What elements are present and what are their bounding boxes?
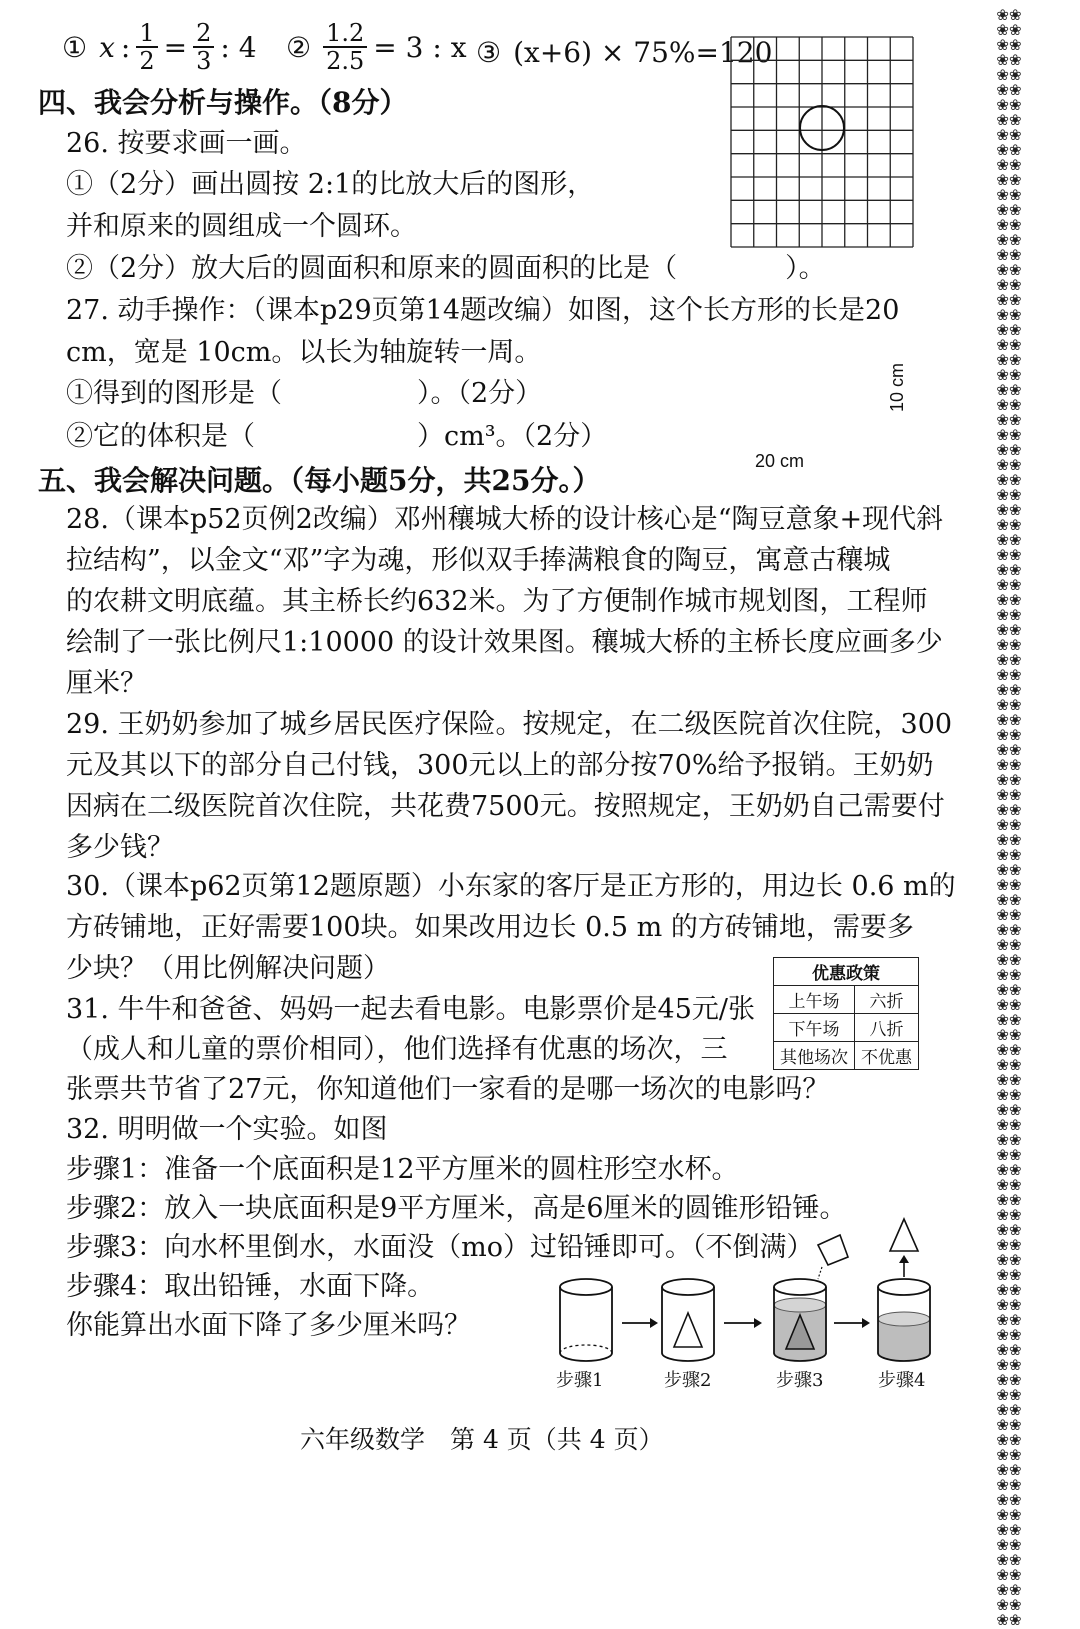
- page-footer: 六年级数学 第 4 页（共 4 页）: [300, 1425, 664, 1454]
- step-caption: 步骤4: [878, 1370, 926, 1391]
- equation-3: [476, 36, 772, 69]
- q28-line: 的农耕文明底蕴。其主桥长约632米。为了方便制作城市规划图，工程师: [66, 586, 928, 617]
- table-row: [774, 1014, 919, 1042]
- q30-line: 少块？（用比例解决问题）: [66, 953, 390, 984]
- arrow-icon: [724, 1318, 762, 1328]
- q27-line-1: 27. 动手操作：（课本p29页第14题改编）如图，这个长方形的长是20: [66, 295, 900, 326]
- policy-title: 优惠政策: [774, 958, 919, 986]
- equation-1-colon: :: [120, 30, 131, 64]
- discount-policy-table: [773, 957, 919, 1070]
- q26-line-2: 并和原来的圆组成一个圆环。: [66, 211, 417, 242]
- q32-line: 你能算出水面下降了多少厘米吗？: [66, 1310, 471, 1341]
- section-4-heading: 四、我会分析与操作。（8分）: [38, 86, 408, 119]
- cone-icon: [890, 1219, 918, 1251]
- equation-2-fraction: [323, 20, 367, 74]
- cone-icon: [674, 1313, 702, 1347]
- policy-slot: 上午场: [774, 986, 855, 1014]
- cylinder-step-1: [560, 1279, 612, 1361]
- policy-slot: 下午场: [774, 1014, 855, 1042]
- pouring-cup-icon: [818, 1235, 848, 1279]
- step-caption: 步骤2: [664, 1370, 712, 1391]
- q31-line: （成人和儿童的票价相同），他们选择有优惠的场次，三: [66, 1034, 728, 1065]
- equation-3-marker: ③: [476, 36, 502, 69]
- q26-title: 26. 按要求画一画。: [66, 128, 307, 159]
- equation-1-marker: ①: [62, 30, 88, 64]
- q30-line: 30.（课本p62页第12题原题）小东家的客厅是正方形的，用边长 0.6 m的: [66, 871, 956, 902]
- q29-line: 29. 王奶奶参加了城乡居民医疗保险。按规定，在二级医院首次住院，300: [66, 709, 953, 740]
- fraction-denominator: 2: [139, 47, 155, 75]
- q26-line-1: ①（2分）画出圆按 2:1的比放大后的图形，: [66, 169, 595, 200]
- arrow-icon: [834, 1318, 870, 1328]
- grid-figure: [730, 36, 914, 248]
- q27-line-3: ①得到的图形是（ ）。（2分）: [66, 378, 543, 409]
- q32-line: 步骤4：取出铅锤，水面下降。: [66, 1271, 435, 1302]
- fraction-numerator: 1: [136, 20, 157, 48]
- arrow-icon: [622, 1318, 658, 1328]
- policy-discount: 八折: [855, 1014, 919, 1042]
- q32-line: 步骤3：向水杯里倒水，水面没（mo）过铅锤即可。（不倒满）: [66, 1232, 814, 1263]
- q28-line: 28.（课本p52页例2改编）邓州穰城大桥的设计核心是“陶豆意象+现代斜: [66, 504, 944, 535]
- policy-discount: 不优惠: [855, 1042, 919, 1070]
- cylinder-step-3: [774, 1235, 848, 1361]
- q28-line: 厘米？: [66, 668, 147, 699]
- equation-1: [62, 20, 257, 74]
- cylinder-step-2: [662, 1279, 714, 1361]
- experiment-steps-figure: [550, 1205, 950, 1365]
- fraction-numerator: 1.2: [323, 20, 367, 48]
- cylinder-step-4: [878, 1219, 930, 1361]
- q27-line-2: cm，宽是 10cm。以长为轴旋转一周。: [66, 337, 542, 368]
- equation-1-equals: =: [163, 30, 188, 64]
- equation-1-variable: x: [99, 30, 115, 64]
- rect-width-label: 10 cm: [887, 362, 907, 412]
- q29-line: 因病在二级医院首次住院，共花费7500元。按照规定，王奶奶自己需要付: [66, 791, 945, 822]
- q31-line: 张票共节省了27元，你知道他们一家看的是哪一场次的电影吗？: [66, 1074, 830, 1105]
- fraction-numerator: 2: [193, 20, 214, 48]
- equation-2-tail: = 3 : x: [373, 30, 467, 64]
- q28-line: 拉结构”，以金文“邓”字为魂，形似双手捧满粮食的陶豆，寓意古穰城: [66, 545, 891, 576]
- policy-discount: 六折: [855, 986, 919, 1014]
- q27-line-4: ②它的体积是（ ）cm³。（2分）: [66, 421, 608, 452]
- q32-line: 32. 明明做一个实验。如图: [66, 1114, 388, 1145]
- section-5-heading: 五、我会解决问题。（每小题5分，共25分。）: [38, 464, 601, 497]
- decorative-border: ❀❀❀❀❀❀❀❀❀❀❀❀❀❀❀❀❀❀❀❀❀❀❀❀❀❀❀❀❀❀❀❀❀❀❀❀❀❀❀❀❀❀❀❀❀❀❀❀❀❀❀❀❀❀❀❀❀❀❀❀❀❀❀❀❀❀❀❀❀❀❀❀❀❀❀❀❀❀❀❀❀❀❀❀❀❀❀❀❀❀❀❀❀❀❀❀❀❀❀❀❀❀❀❀❀❀❀❀❀❀❀❀❀❀❀❀❀❀❀❀❀❀❀❀❀❀❀❀❀❀❀❀❀❀❀❀❀❀❀❀❀❀❀❀❀❀❀❀❀❀❀❀❀❀❀❀❀❀❀❀❀❀❀❀❀❀❀❀❀❀❀❀❀❀❀❀❀❀❀❀❀❀❀❀❀❀❀❀❀❀❀❀❀❀❀❀❀❀❀❀❀❀❀❀❀❀❀❀❀❀❀❀❀❀❀❀: [996, 6, 1022, 1629]
- q30-line: 方砖铺地，正好需要100块。如果改用边长 0.5 m 的方砖铺地，需要多: [66, 912, 914, 943]
- equation-2-marker: ②: [286, 30, 312, 64]
- rect-length-label: 20 cm: [755, 451, 805, 471]
- step-caption: 步骤3: [776, 1370, 824, 1391]
- table-row: [774, 986, 919, 1014]
- fraction-denominator: 2.5: [326, 47, 365, 75]
- q29-line: 元及其以下的部分自己付钱，300元以上的部分按70%给予报销。王奶奶: [66, 750, 934, 781]
- equation-2: [286, 20, 466, 74]
- equation-1-tail: : 4: [220, 30, 257, 64]
- q31-line: 31. 牛牛和爸爸、妈妈一起去看电影。电影票价是45元/张: [66, 994, 755, 1025]
- table-row: [774, 1042, 919, 1070]
- equation-3-text: (x+6) × 75%=120: [513, 36, 773, 69]
- q28-line: 绘制了一张比例尺1:10000 的设计效果图。穰城大桥的主桥长度应画多少: [66, 627, 943, 658]
- policy-slot: 其他场次: [774, 1042, 855, 1070]
- equation-1-fraction-2: [193, 20, 214, 74]
- q32-line: 步骤1：准备一个底面积是12平方厘米的圆柱形空水杯。: [66, 1154, 739, 1185]
- fraction-denominator: 3: [196, 47, 212, 75]
- equation-1-fraction-1: [136, 20, 157, 74]
- q29-line: 多少钱？: [66, 832, 174, 863]
- q32-line: 步骤2：放入一块底面积是9平方厘米，高是6厘米的圆锥形铅锤。: [66, 1193, 847, 1224]
- q26-line-3: ②（2分）放大后的圆面积和原来的圆面积的比是（ ）。: [66, 253, 826, 284]
- step-caption: 步骤1: [556, 1370, 604, 1391]
